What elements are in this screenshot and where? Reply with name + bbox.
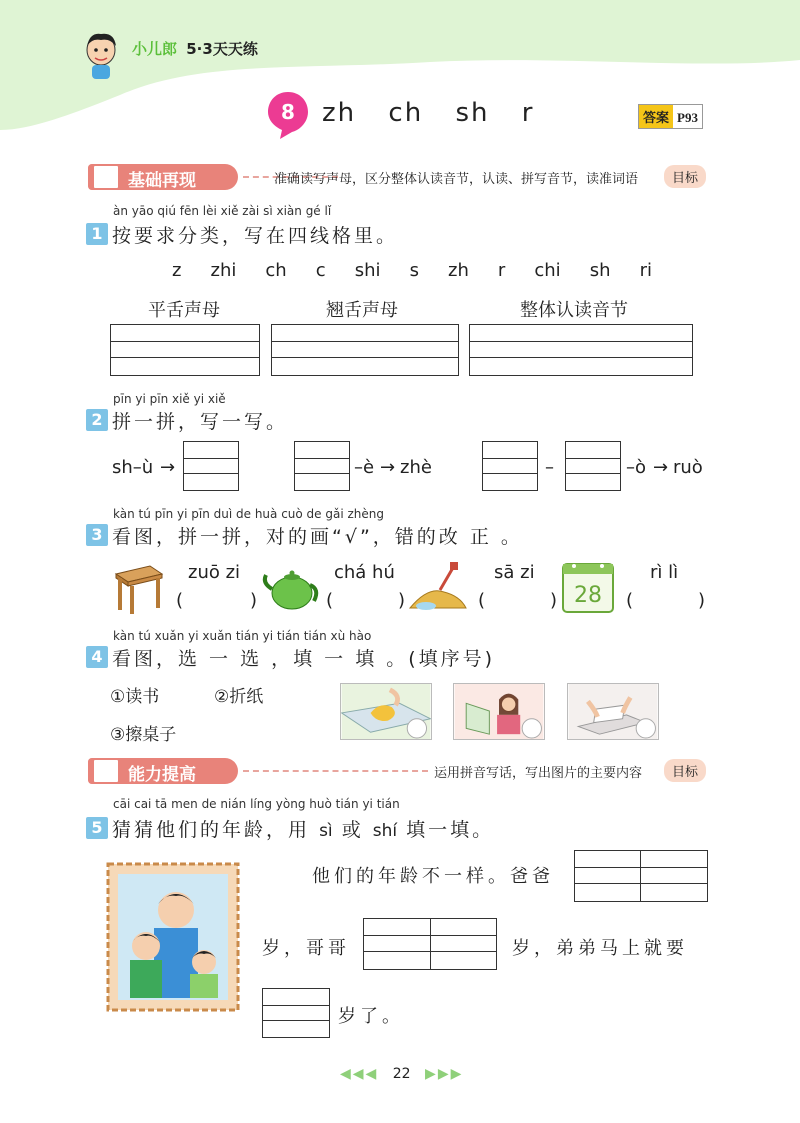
q2-expr1-prefix: sh–ù [112, 457, 154, 478]
page-number: 22 [392, 1066, 411, 1082]
pinyin-item: zh [448, 260, 469, 281]
q2-write-box[interactable] [294, 441, 350, 491]
q1-pinyin: àn yāo qiú fēn lèi xiě zài sì xiàn gé lǐ [113, 204, 332, 218]
write-box-retroflex[interactable] [271, 324, 459, 376]
section-ability-title: 能力提高 [88, 758, 238, 784]
q5-text-or: 或 [341, 819, 364, 841]
q2-write-box[interactable] [565, 441, 621, 491]
lesson-number-badge [266, 90, 310, 140]
pinyin-item: ri [639, 260, 652, 281]
arrow-icon: → [380, 457, 396, 478]
q3-item-pinyin: chá hú [334, 562, 395, 583]
q5-line2b: 岁，弟弟马上就要 [512, 938, 688, 959]
q4-option: ②折纸 [214, 687, 264, 707]
q5-pinyin: cāi cai tā men de nián líng yòng huò tián yi tián [113, 797, 400, 811]
age-box-younger[interactable] [262, 988, 330, 1038]
divider [243, 770, 428, 772]
answer-page: P93 [677, 110, 698, 125]
q3-item-pinyin: zuō zi [188, 562, 241, 583]
answer-label: 答案 [639, 105, 673, 128]
q1-number: 1 [86, 223, 108, 245]
goal-tag: 目标 [664, 759, 706, 782]
teapot-icon [262, 565, 322, 613]
paren-close: ) [398, 590, 406, 611]
q4-number: 4 [86, 646, 108, 668]
paren-open: ( [626, 590, 634, 611]
goal-tag: 目标 [664, 165, 706, 188]
q2-expr3-suffix: –ò [626, 457, 647, 478]
q2-text: 拼一拼，写一写。 [112, 411, 289, 433]
q4-option: ①读书 [110, 687, 160, 707]
pinyin-item: r [497, 260, 506, 281]
paren-open: ( [176, 590, 184, 611]
q3-number: 3 [86, 524, 108, 546]
paren-open: ( [326, 590, 334, 611]
paren-open: ( [478, 590, 486, 611]
q2-write-box[interactable] [482, 441, 538, 491]
brand-logo: 小儿郎 [132, 40, 178, 58]
q3-text: 看图，拼一拼，对的画“√”，错的改 正 。 [112, 526, 523, 548]
paren-close: ) [698, 590, 706, 611]
q5-text-b: 填一填。 [406, 819, 495, 841]
q3-item-pinyin: rì lì [650, 562, 679, 583]
write-box-flat[interactable] [110, 324, 260, 376]
q5-line1: 他们的年龄不一样。爸爸 [312, 866, 554, 887]
q3-answer-slot[interactable] [488, 592, 548, 612]
arrow-icon: → [653, 457, 669, 478]
q5-line3: 岁了。 [338, 1006, 404, 1027]
age-box-father[interactable] [574, 850, 708, 902]
q3-answer-slot[interactable] [186, 592, 246, 612]
lesson-number: 8 [281, 100, 295, 124]
pinyin-item: z [172, 260, 182, 281]
section-basic-goal: 准确读写声母，区分整体认读音节，认读、拼写音节，读准词语 [274, 172, 639, 187]
pinyin-item: sh [589, 260, 611, 281]
q2-expr3-mid: – [545, 457, 554, 478]
arrow-icon: → [160, 457, 176, 478]
lesson-title-part: r [521, 98, 535, 128]
calendar-icon [560, 560, 616, 616]
brand-text [132, 38, 258, 59]
category-label: 平舌声母 [148, 300, 220, 321]
paren-close: ) [250, 590, 258, 611]
table-icon [112, 560, 164, 616]
pinyin-item: s [409, 260, 419, 281]
sand-shovel-icon [408, 562, 468, 614]
section-ability-header [88, 758, 708, 784]
lesson-title-part: ch [388, 98, 424, 128]
footer-right-marks: ▶▶▶ [425, 1066, 464, 1082]
paren-close: ) [550, 590, 558, 611]
q2-expr2-suffix: –è [354, 457, 375, 478]
q5-text-shi: shí [372, 821, 398, 841]
folding-paper-picture [567, 683, 659, 740]
lesson-title-part: zh [322, 98, 357, 128]
section-ability-goal: 运用拼音写话，写出图片的主要内容 [434, 766, 643, 781]
book-icon [92, 164, 120, 190]
reading-picture [453, 683, 545, 740]
q1-text: 按要求分类，写在四线格里。 [112, 225, 399, 247]
pinyin-item: zhi [210, 260, 237, 281]
q3-answer-slot[interactable] [636, 592, 696, 612]
q5-text-si: sì [319, 821, 333, 841]
q5-text-a: 猜猜他们的年龄，用 [112, 819, 311, 841]
section-basic-header [88, 164, 708, 190]
q2-write-box[interactable] [183, 441, 239, 491]
book-icon [92, 758, 120, 784]
pinyin-item: c [315, 260, 326, 281]
q5-number: 5 [86, 817, 108, 839]
q3-pinyin: kàn tú pīn yi pīn duì de huà cuò de gǎi zhèng [113, 507, 384, 521]
mascot-icon [80, 30, 122, 80]
category-label: 翘舌声母 [326, 300, 398, 321]
q3-item-pinyin: sā zi [494, 562, 535, 583]
q5-line2a: 岁，哥哥 [262, 938, 350, 959]
q2-pinyin: pīn yi pīn xiě yi xiě [113, 392, 226, 406]
q2-expr3-result: ruò [673, 457, 703, 478]
family-picture [106, 862, 240, 1012]
q5-text [112, 815, 494, 842]
answer-reference[interactable] [638, 104, 703, 129]
footer-left-marks: ◀◀◀ [340, 1066, 379, 1082]
calendar-number: 28 [574, 583, 602, 608]
q3-answer-slot[interactable] [336, 592, 396, 612]
category-label: 整体认读音节 [520, 300, 628, 321]
q2-expr2-result: zhè [400, 457, 432, 478]
pinyin-item: shi [354, 260, 381, 281]
q2-number: 2 [86, 409, 108, 431]
write-box-whole[interactable] [469, 324, 693, 376]
wiping-table-picture [340, 683, 432, 740]
pinyin-item: chi [534, 260, 561, 281]
section-basic-title: 基础再现 [88, 164, 238, 190]
box-divider [430, 918, 431, 970]
q4-pinyin: kàn tú xuǎn yi xuǎn tián yi tián tián xù hào [113, 629, 372, 643]
pinyin-item: ch [265, 260, 287, 281]
q4-text: 看图，选 一 选 ，填 一 填 。(填序号) [112, 648, 496, 670]
lesson-title [322, 98, 556, 128]
q1-item-list [172, 260, 652, 281]
page-footer [340, 1066, 463, 1082]
q4-option: ③擦桌子 [110, 725, 177, 745]
brand-series: 5·3天天练 [186, 40, 258, 58]
box-divider [640, 850, 641, 902]
lesson-title-part: sh [455, 98, 490, 128]
